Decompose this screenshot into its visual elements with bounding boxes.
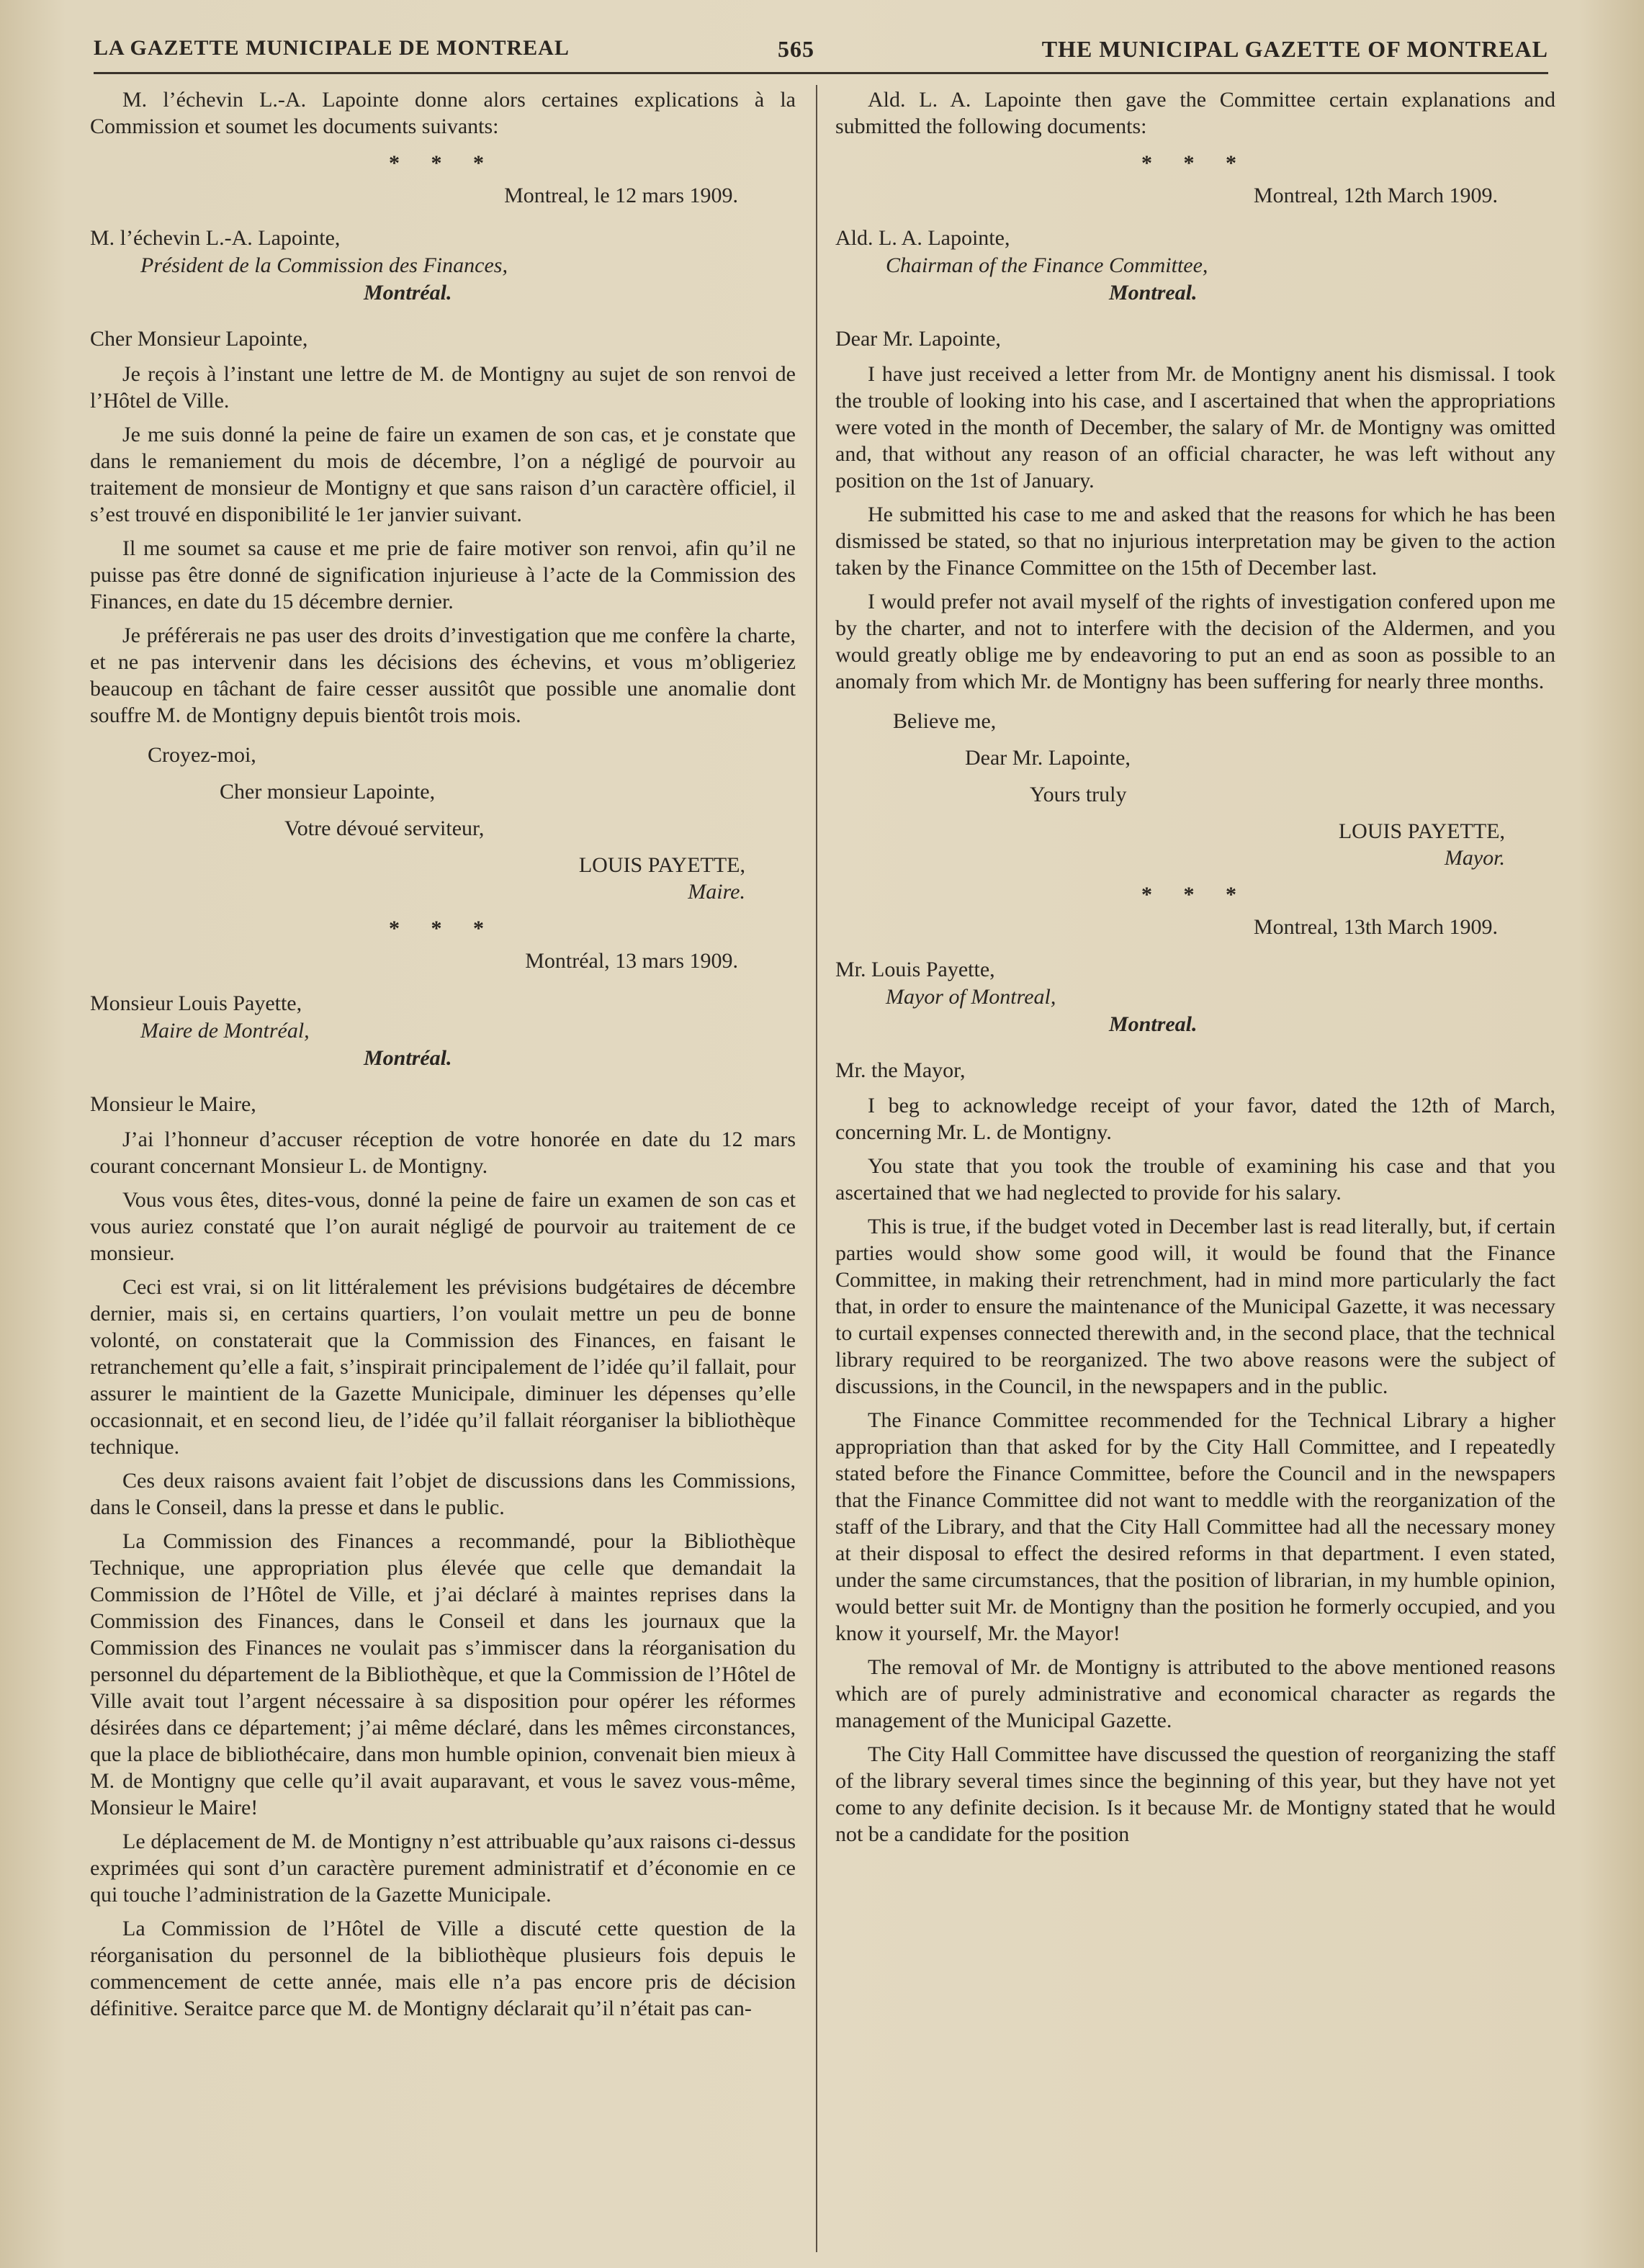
english-column [835, 86, 1555, 1855]
fr-letter2-para: Ces deux raisons avaient fait l’objet de discussions dans les Commissions, dans le Conseil, dans la presse et dans le public. [90, 1469, 796, 1519]
fr-signature-title: Maire. [688, 880, 745, 904]
fr-closing-3: Votre dévoué serviteur, [284, 816, 485, 840]
fr-letter2-para: Le déplacement de M. de Montigny n’est attribuable qu’aux raisons ci-dessus exprimées qui sont d’un caractère purement administratif et d’économie en ce qui touche l’administration de la Gazette Municipale. [90, 1830, 796, 1907]
en-letter1-para: I would prefer not avail myself of the rights of investigation confered upon me by the charter, and not to interfere with the decision of the Aldermen, and you would greatly oblige me by endeavoring to put an end as soon as possible to an anomaly from which Mr. de Montigny has been suffering for nearly three months. [835, 590, 1555, 693]
en-letter2-para: The removal of Mr. de Montigny is attributed to the above mentioned reasons which are of purely administrative and economical character as regards the management of the Municipal Gazette. [835, 1655, 1555, 1732]
french-column [90, 86, 796, 2029]
fr-separator-1: * * * [389, 151, 497, 175]
en-addressee-title-1: Chairman of the Finance Committee, [886, 253, 1208, 277]
fr-address-1 [90, 225, 796, 307]
fr-letter2-para: La Commission des Finances a recommandé, pour la Bibliothèque Technique, une appropriation plus élevée que celle que demandait la Commission de l’Hôtel de Ville, et j’ai déclaré à maintes reprises dans la Commission des Finances, dans le Conseil et dans les journaux que la Commission des Finances ne voulait pas s’immiscer dans la réorganisation du personnel du département de la Bibliothèque, et que la Commission de l’Hôtel de Ville avait tout l’argent nécessaire à sa disposition pour opérer les réformes désirées dans ce département; j’ai même déclaré, dans les mêmes circonstances, que la place de bibliothécaire, dans mon humble opinion, convenait bien mieux à M. de Montigny que celle qu’il avait auparavant, et vous le savez vous-même, Monsieur le Maire! [90, 1529, 796, 1819]
fr-letter1-para: Je me suis donné la peine de faire un examen de son cas, et je constate que dans le remaniement du mois de décembre, l’on a négligé de pourvoir au traitement de monsieur de Montigny et que sans raison d’un caractère officiel, il s’est trouvé en disponibilité le 1er janvier suivant. [90, 423, 796, 526]
fr-letter2-para: Ceci est vrai, si on lit littéralement les prévisions budgétaires de décembre dernier, mais si, en certains quartiers, l’on voulait mettre un peu de bonne volonté, on constaterait que la Commission des Finances, en faisant le retranchement qu’elle a fait, s’inspirait principalement de l’idée qu’il fallait, pour assurer le maintient de la Gazette Municipale, diminuer les dépenses qu’elle occasionnait, et en second lieu, de l’idée qu’il fallait réorganiser la bibliothèque technique. [90, 1275, 796, 1459]
fr-address-2 [90, 990, 796, 1072]
en-addressee-city-2: Montreal. [1109, 1012, 1198, 1036]
fr-letter1-para: Il me soumet sa cause et me prie de faire motiver son renvoi, afin qu’il ne puisse pas être donné de signification injurieuse à l’acte de la Commission des Finances, en date du 15 décembre dernier. [90, 536, 796, 613]
page-number: 565 [778, 36, 814, 62]
fr-intro: M. l’échevin L.-A. Lapointe donne alors certaines explications à la Commission et soumet les documents suivants: [90, 88, 796, 138]
fr-letter1-para: Je reçois à l’instant une lettre de M. de Montigny au sujet de son renvoi de l’Hôtel de Ville. [90, 362, 796, 413]
fr-salutation-2: Monsieur le Maire, [90, 1092, 256, 1116]
fr-addressee-title-1: Président de la Commission des Finances, [140, 253, 508, 277]
en-letter2-para: I beg to acknowledge receipt of your favor, dated the 12th of March, concerning Mr. L. de Montigny. [835, 1094, 1555, 1144]
page-header [94, 29, 1548, 74]
en-date-2: Montreal, 13th March 1909. [1253, 915, 1498, 939]
en-letter2-para: You state that you took the trouble of examining his case and that you ascertained that we had neglected to provide for his salary. [835, 1154, 1555, 1205]
fr-closing-2: Cher monsieur Lapointe, [220, 780, 436, 804]
header-french-title: LA GAZETTE MUNICIPALE DE MONTREAL [94, 36, 570, 60]
fr-letter2-para: J’ai l’honneur d’accuser réception de votre honorée en date du 12 mars courant concernant Monsieur L. de Montigny. [90, 1128, 796, 1178]
en-signature: LOUIS PAYETTE, [1338, 819, 1505, 843]
fr-addressee-city-2: Montréal. [364, 1046, 452, 1070]
fr-salutation-1: Cher Monsieur Lapointe, [90, 327, 308, 351]
fr-separator-2: * * * [389, 917, 497, 940]
en-separator-2: * * * [1141, 883, 1249, 906]
en-addressee-1: Ald. L. A. Lapointe, [835, 226, 1010, 250]
en-date-1: Montreal, 12th March 1909. [1253, 184, 1498, 207]
en-address-2 [835, 956, 1555, 1038]
fr-addressee-title-2: Maire de Montréal, [140, 1019, 310, 1043]
en-addressee-2: Mr. Louis Payette, [835, 958, 995, 981]
en-addressee-title-2: Mayor of Montreal, [886, 985, 1056, 1009]
fr-letter1-para: Je préférerais ne pas user des droits d’investigation que me confère la charte, et ne pas intervenir dans les décisions des échevins, et vous m’obligeriez beaucoup en tâchant de faire cesser aussitôt que possible une anomalie dont souffre M. de Montigny depuis bientôt trois mois. [90, 624, 796, 727]
header-english-title: THE MUNICIPAL GAZETTE OF MONTREAL [1041, 36, 1548, 62]
en-closing-1: Believe me, [893, 709, 997, 733]
fr-letter2-para: La Commission de l’Hôtel de Ville a discuté cette question de la réorganisation du personnel de la bibliothèque plusieurs fois depuis le commencement de cette année, mais elle n’a pas encore pris de décision définitive. Seraitce parce que M. de Montigny déclarait qu’il n’était pas can- [90, 1917, 796, 2020]
fr-addressee-2: Monsieur Louis Payette, [90, 991, 302, 1015]
fr-signature: LOUIS PAYETTE, [578, 853, 745, 877]
en-intro: Ald. L. A. Lapointe then gave the Committee certain explanations and submitted the following documents: [835, 88, 1555, 138]
en-separator-1: * * * [1141, 151, 1249, 175]
fr-addressee-1: M. l’échevin L.-A. Lapointe, [90, 226, 341, 250]
en-signature-title: Mayor. [1444, 846, 1505, 870]
en-letter2-para: This is true, if the budget voted in December last is read literally, but, if certain parties would show some good will, it would be found that the Finance Committee, in making their retrenchment, had in mind more particularly the fact that, in order to ensure the maintenance of the Municipal Gazette, it was necessary to curtail expenses connected therewith and, in the second place, that the technical library required to be reorganized. The two above reasons were the subject of discussions, in the Council, in the newspapers and in the public. [835, 1215, 1555, 1398]
fr-addressee-city-1: Montréal. [364, 281, 452, 305]
en-address-1 [835, 225, 1555, 307]
en-closing-2: Dear Mr. Lapointe, [965, 746, 1131, 770]
en-salutation-2: Mr. the Mayor, [835, 1058, 966, 1082]
en-letter2-para: The City Hall Committee have discussed the question of reorganizing the staff of the library several times since the beginning of this year, but they have not yet come to any definite decision. Is it because Mr. de Montigny stated that he would not be a candidate for the position [835, 1742, 1555, 1846]
fr-closing-1: Croyez-moi, [148, 743, 256, 767]
fr-date-1: Montreal, le 12 mars 1909. [504, 184, 738, 207]
en-letter2-para: The Finance Committee recommended for the Technical Library a higher appropriation than that asked for by the City Hall Committee, and I repeatedly stated before the Finance Committee, before the Council and in the newspapers that the Finance Committee did not want to meddle with the reorganization of the staff of the Library, and that the City Hall Committee had all the necessary money at their disposal to effect the desired reforms in that department. I even stated, under the same circumstances, that the position of librarian, in my humble opinion, would better suit Mr. de Montigny than the position he formerly occupied, and you know it yourself, Mr. the Mayor! [835, 1408, 1555, 1645]
en-addressee-city-1: Montreal. [1109, 281, 1198, 305]
en-letter1-para: He submitted his case to me and asked that the reasons for which he has been dismissed be stated, so that no injurious interpretation may be given to the action taken by the Finance Committee on the 15th of December last. [835, 503, 1555, 580]
en-letter1-para: I have just received a letter from Mr. de Montigny anent his dismissal. I took the trouble of looking into his case, and I ascertained that when the appropriations were voted in the month of December, the salary of Mr. de Montigny was omitted and, that without any reason of an official character, he was left without any position on the 1st of January. [835, 362, 1555, 492]
fr-letter2-para: Vous vous êtes, dites-vous, donné la peine de faire un examen de son cas et vous auriez constaté que l’on aurait négligé de pourvoir au traitement de ce monsieur. [90, 1188, 796, 1265]
column-divider [816, 85, 817, 2252]
en-salutation-1: Dear Mr. Lapointe, [835, 327, 1001, 351]
fr-date-2: Montréal, 13 mars 1909. [525, 949, 738, 973]
en-closing-3: Yours truly [1030, 783, 1127, 806]
